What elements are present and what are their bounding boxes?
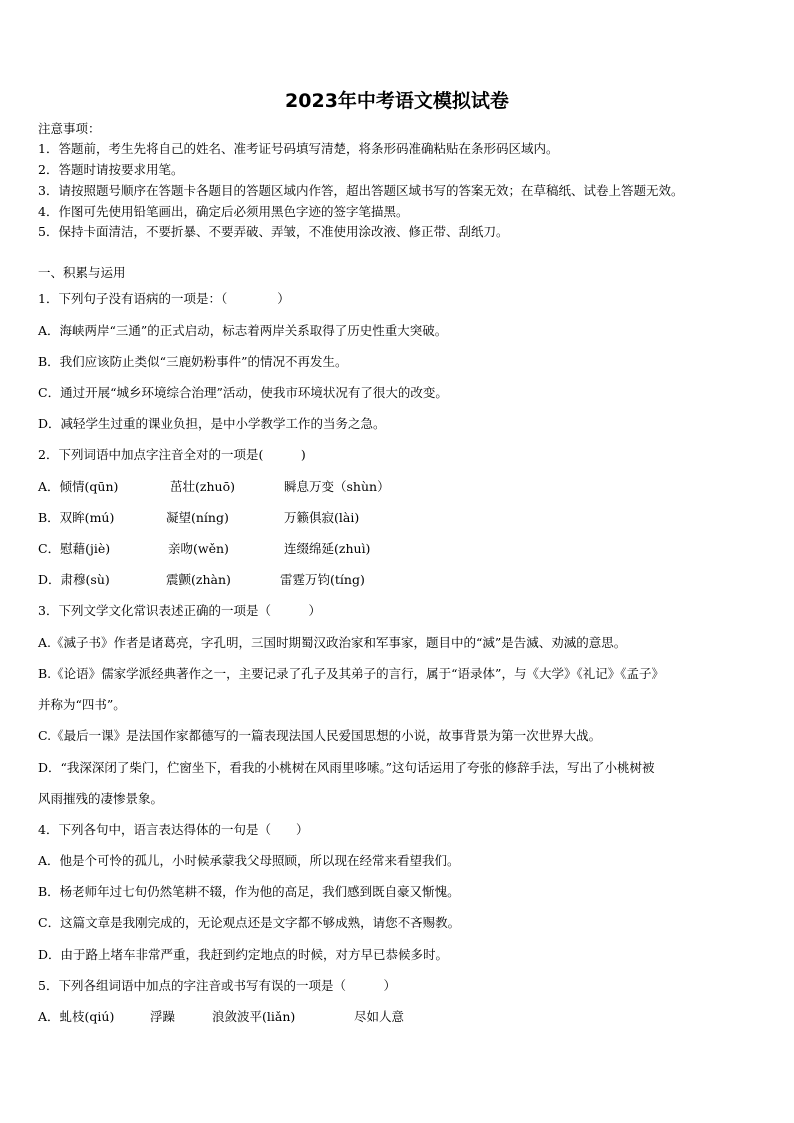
- option-word: 浪敛波平(liǎn): [212, 1009, 296, 1024]
- option-b: B．杨老师年过七旬仍然笔耕不辍，作为他的高足，我们感到既自豪又惭愧。: [38, 884, 460, 899]
- notice-item: 3．请按照题号顺序在答题卡各题目的答题区域内作答，超出答题区域书写的答案无效；在草稿纸、试卷上答题无效。: [38, 183, 684, 198]
- option-word: 瞬息万变（shùn）: [284, 479, 390, 494]
- option-b: B.《论语》儒家学派经典著作之一，主要记录了孔子及其弟子的言行，属于“语录体”，与《大学》《礼记》《孟子》: [38, 666, 664, 681]
- option-word: B．双眸(mú): [38, 510, 115, 525]
- option-word: A．虬枝(qiú): [38, 1009, 115, 1024]
- notice-item: 2．答题时请按要求用笔。: [38, 162, 184, 177]
- option-d: D．减轻学生过重的课业负担，是中小学教学工作的当务之急。: [38, 416, 386, 431]
- option-word: A．倾情(qūn): [38, 479, 119, 494]
- option-word: 凝望(níng): [166, 510, 229, 525]
- option-d: D．“我深深闭了柴门，伫窗坐下，看我的小桃树在风雨里哆嗦。”这句话运用了夸张的修辞手法，写出了小桃树被: [38, 760, 655, 775]
- option-word: 连缀绵延(zhuì): [284, 541, 371, 556]
- notice-item: 5．保持卡面清洁，不要折暴、不要弄破、弄皱，不准使用涂改液、修正带、刮纸刀。: [38, 224, 509, 239]
- option-word: C．慰藉(jiè): [38, 541, 111, 556]
- option-a: A．海峡两岸“三通”的正式启动，标志着两岸关系取得了历史性重大突破。: [38, 323, 448, 338]
- option-b-continued: 并称为“四书”。: [38, 697, 126, 712]
- page-title: 2023年中考语文模拟试卷: [285, 90, 509, 112]
- option-d: D．由于路上堵车非常严重，我赶到约定地点的时候，对方早已恭候多时。: [38, 947, 449, 962]
- option-word: 浮躁: [150, 1009, 176, 1024]
- notice-item: 4．作图可先使用铅笔画出，确定后必须用黑色字迹的签字笔描黑。: [38, 204, 409, 219]
- question-stem: 4．下列各句中，语言表达得体的一句是（ ）: [38, 822, 309, 837]
- option-word: 雷霆万钧(tíng): [280, 572, 365, 587]
- option-word: D．肃穆(sù): [38, 572, 110, 587]
- question-stem: 5．下列各组词语中加点的字注音或书写有误的一项是（ ）: [38, 978, 396, 993]
- section-heading: 一、积累与运用: [38, 265, 126, 280]
- option-word: 亲吻(wěn): [168, 541, 229, 556]
- option-word: 万籁俱寂(lài): [284, 510, 360, 525]
- option-b: B．我们应该防止类似“三鹿奶粉事件”的情况不再发生。: [38, 354, 348, 369]
- notice-heading: 注意事项：: [38, 121, 101, 136]
- option-c: C．通过开展“城乡环境综合治理”活动，使我市环境状况有了很大的改变。: [38, 385, 448, 400]
- option-a: A．他是个可怜的孤儿，小时候承蒙我父母照顾，所以现在经常来看望我们。: [38, 853, 460, 868]
- option-word: 茁壮(zhuō): [170, 479, 235, 494]
- option-c: C.《最后一课》是法国作家都德写的一篇表现法国人民爱国思想的小说，故事背景为第一次世界大战。: [38, 728, 602, 743]
- option-c: C．这篇文章是我刚完成的，无论观点还是文字都不够成熟，请您不吝赐教。: [38, 915, 461, 930]
- option-a: A.《滅子书》作者是诸葛亮，字孔明，三国时期蜀汉政治家和军事家，题目中的“滅”是告滅、劝滅的意思。: [38, 635, 627, 650]
- option-word: 震颤(zhàn): [166, 572, 231, 587]
- question-stem: 3．下列文学文化常识表述正确的一项是（ ）: [38, 603, 321, 618]
- question-stem: 2．下列词语中加点字注音全对的一项是( ): [38, 447, 306, 462]
- notice-item: 1．答题前，考生先将自己的姓名、准考证号码填写清楚，将条形码准确粘贴在条形码区域内。: [38, 141, 559, 156]
- question-stem: 1．下列句子没有语病的一项是：（ ）: [38, 291, 290, 306]
- option-d-continued: 风雨摧残的凄惨景象。: [38, 791, 164, 806]
- option-word: 尽如人意: [354, 1009, 405, 1024]
